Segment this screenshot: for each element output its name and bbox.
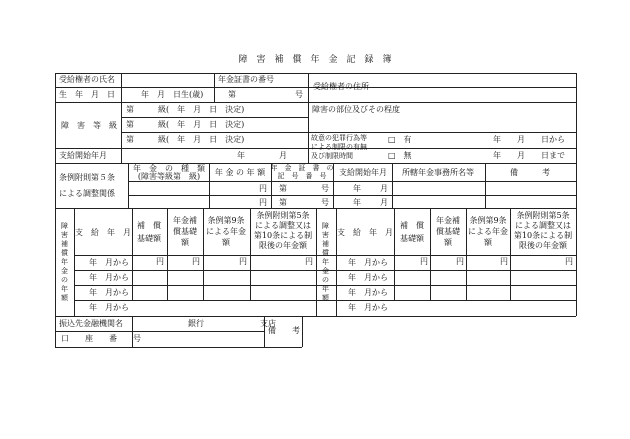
payment-start-label: 支給開始年月: [59, 151, 107, 160]
disability-grade-label: 障 害 等 級: [61, 121, 117, 130]
payment-start-month: 月: [279, 151, 287, 160]
col-art9: 条例第9条: [469, 216, 507, 225]
restriction-label: による制限の有無: [311, 143, 367, 151]
remarks-label: 備 考: [268, 326, 300, 335]
restriction-none-checkbox[interactable]: □ 無: [388, 151, 412, 160]
col-adjusted: 第10条による制: [253, 231, 313, 240]
year-unit: 年: [353, 198, 361, 207]
col-pension-base: 償基礎: [173, 227, 197, 236]
col-cert-number: 年 金 証 書 の: [270, 164, 334, 172]
col-cert-number: 記 号 番 号: [277, 172, 327, 180]
col-adjusted: 条例附則第5条: [516, 211, 570, 220]
col-base: 基礎額: [400, 234, 424, 243]
col-base: 基礎額: [137, 234, 161, 243]
col-start: 支 給 年 月: [337, 228, 393, 237]
col-pension-type: 年 金 の 種 類: [133, 164, 205, 173]
col-pension-amount: 年 金 の 年 額: [214, 168, 266, 177]
col-pension-base: 年金補: [436, 216, 460, 225]
col-art9: 条例第9条: [207, 216, 245, 225]
yen-unit: 円: [565, 257, 573, 266]
list-item: 年 月から: [348, 258, 388, 267]
list-item: 年 月から: [348, 303, 388, 312]
yen-unit: 円: [259, 198, 267, 207]
list-item: 年 月から: [89, 303, 129, 312]
bank-value: 銀行 支店: [188, 319, 276, 328]
yen-unit: 円: [156, 257, 164, 266]
yen-unit: 円: [192, 257, 200, 266]
col-art9: 額: [484, 238, 492, 247]
col-office: 所轄年金事務所名等: [402, 168, 474, 177]
col-pension-base: 年金補: [173, 216, 197, 225]
annual-amount-side-label: 障害補償年金の年額: [61, 222, 68, 302]
page-title: 障 害 補 償 年 金 記 録 簿: [238, 55, 392, 65]
yen-unit: 円: [420, 257, 428, 266]
col-art9: による年金: [468, 227, 508, 236]
list-item: 年 月から: [89, 258, 129, 267]
restriction-label: 及び制限時間: [311, 152, 353, 160]
col-base: 補 償: [137, 221, 161, 230]
month-unit: 月: [380, 198, 388, 207]
account-label: 口 座 番 号: [61, 334, 141, 343]
year-unit: 年: [353, 184, 361, 193]
grade-row: 第 級( 年 月 日 決定): [126, 135, 245, 144]
list-item: 年 月から: [89, 273, 129, 282]
col-adjusted: 限後の年金額: [519, 241, 567, 250]
yen-unit: 円: [500, 257, 508, 266]
address-label: 受給権者の住所: [313, 82, 369, 91]
col-pension-type: (障害等級第 級): [137, 172, 201, 181]
col-art9: による年金: [206, 227, 246, 236]
dai-prefix: 第: [279, 198, 287, 207]
yen-unit: 円: [305, 257, 313, 266]
col-adjusted: 第10条による制: [513, 231, 573, 240]
restriction-has-checkbox[interactable]: □ 有: [388, 135, 412, 144]
cert-number-label: 年金証書の番号: [218, 75, 274, 84]
col-pension-base: 償基礎: [436, 227, 460, 236]
restriction-label: 故意の犯罪行為等: [311, 134, 367, 142]
adjustment-label: による調整関係: [59, 189, 115, 198]
bank-label: 振込先金融機関名: [59, 319, 123, 328]
cert-number-suffix: 号: [295, 90, 303, 99]
yen-unit: 円: [239, 257, 247, 266]
restriction-until: 年 月 日まで: [493, 151, 565, 160]
adjustment-label: 条例附則第５条: [59, 173, 115, 182]
col-start: 支給開始年月: [339, 168, 387, 177]
go-suffix: 号: [321, 184, 329, 193]
list-item: 年 月から: [89, 288, 129, 297]
list-item: 年 月から: [348, 273, 388, 282]
col-remarks: 備 考: [510, 168, 550, 177]
yen-unit: 円: [259, 184, 267, 193]
restriction-from: 年 月 日から: [493, 135, 565, 144]
list-item: 年 月から: [348, 288, 388, 297]
cert-number-prefix: 第: [228, 90, 236, 99]
col-start: 支 給 年 月: [75, 228, 131, 237]
go-suffix: 号: [321, 198, 329, 207]
col-art9: 額: [222, 238, 230, 247]
month-unit: 月: [380, 184, 388, 193]
col-adjusted: 条例附則第5条: [256, 211, 310, 220]
col-adjusted: による調整又は: [515, 221, 571, 230]
recipient-name-label: 受給権者の氏名: [59, 75, 115, 84]
payment-start-year: 年: [237, 151, 245, 160]
col-pension-base: 額: [181, 238, 189, 247]
dai-prefix: 第: [279, 184, 287, 193]
disability-part-label: 障害の部位及びその程度: [312, 105, 400, 114]
annual-amount-side-label: 障害補償年金の年額: [322, 222, 329, 302]
col-adjusted: による調整又は: [255, 221, 311, 230]
yen-unit: 円: [456, 257, 464, 266]
grade-row: 第 級( 年 月 日 決定): [126, 120, 245, 129]
col-adjusted: 限後の年金額: [259, 241, 307, 250]
birth-date-value: 年 月 日生(歳): [141, 90, 204, 99]
grade-row: 第 級( 年 月 日 決定): [126, 105, 245, 114]
col-base: 補 償: [400, 221, 424, 230]
col-pension-base: 額: [444, 238, 452, 247]
birth-date-label: 生 年 月 日: [59, 90, 115, 99]
